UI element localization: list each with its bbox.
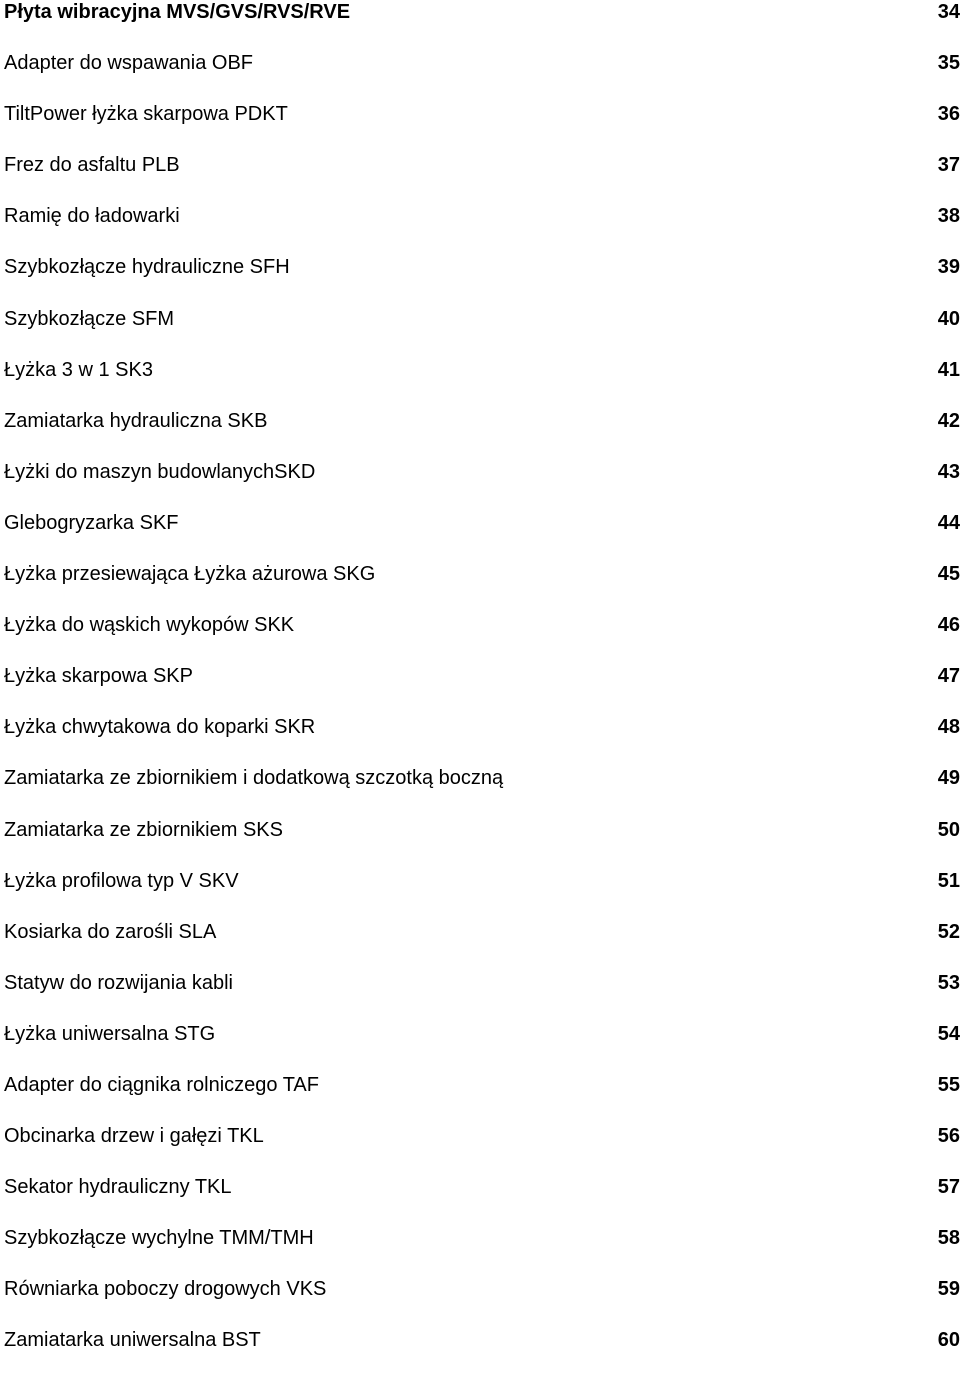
- toc-entry[interactable]: [0, 920, 960, 971]
- toc-entry-page-number: 47: [937, 665, 960, 688]
- toc-entry-page-number: 56: [937, 1125, 960, 1148]
- toc-entry-title: Zamiatarka ze zbiornikiem SKS: [4, 818, 283, 841]
- toc-entry-page-number: 59: [937, 1278, 960, 1301]
- toc-entry-title: Równiarka poboczy drogowych VKS: [4, 1278, 327, 1301]
- toc-entry-title: Adapter do ciągnika rolniczego TAF: [4, 1073, 319, 1096]
- toc-entry-page-number: 53: [937, 971, 960, 994]
- toc-entry-page-number: 48: [937, 716, 960, 739]
- toc-entry[interactable]: [0, 664, 960, 715]
- toc-entry-title: Łyżka skarpowa SKP: [4, 665, 193, 688]
- toc-entry-page-number: 57: [937, 1176, 960, 1199]
- toc-entry-title: Szybkozłącze wychylne TMM/TMH: [4, 1227, 314, 1250]
- toc-entry-page-number: 46: [937, 614, 960, 637]
- toc-entry[interactable]: [0, 51, 960, 102]
- toc-entry-title: Ramię do ładowarki: [4, 205, 180, 228]
- toc-entry-title: Adapter do wspawania OBF: [4, 52, 254, 75]
- toc-entry[interactable]: [0, 1226, 960, 1277]
- toc-entry[interactable]: [0, 255, 960, 306]
- toc-entry-page-number: 60: [937, 1329, 960, 1352]
- toc-entry-page-number: 44: [937, 511, 960, 534]
- toc-entry-title: Szybkozłącze hydrauliczne SFH: [4, 256, 290, 279]
- toc-entry-page-number: 45: [937, 563, 960, 586]
- toc-entry[interactable]: [0, 562, 960, 613]
- toc-entry-page-number: 43: [937, 460, 960, 483]
- toc-entry-title: Zamiatarka hydrauliczna SKB: [4, 409, 268, 432]
- toc-entry-page-number: 50: [937, 818, 960, 841]
- toc-entry[interactable]: [0, 1022, 960, 1073]
- toc-entry-title: Zamiatarka ze zbiornikiem i dodatkową szczotką boczną: [4, 767, 504, 790]
- toc-entry-title: Łyżka do wąskich wykopów SKK: [4, 614, 295, 637]
- toc-entry-title: Łyżka przesiewająca Łyżka ażurowa SKG: [4, 563, 376, 586]
- toc-entry-page-number: 55: [937, 1073, 960, 1096]
- toc-entry[interactable]: [0, 818, 960, 869]
- toc-entry-page-number: 52: [937, 920, 960, 943]
- toc-entry-title: Łyżka uniwersalna STG: [4, 1022, 216, 1045]
- toc-entry[interactable]: [0, 409, 960, 460]
- toc-entry[interactable]: [0, 102, 960, 153]
- toc-entry-title: Obcinarka drzew i gałęzi TKL: [4, 1125, 264, 1148]
- toc-entry-title: Sekator hydrauliczny TKL: [4, 1176, 232, 1199]
- toc-entry[interactable]: [0, 1328, 960, 1379]
- toc-entry[interactable]: [0, 1124, 960, 1175]
- toc-entry-page-number: 37: [937, 154, 960, 177]
- toc-entry[interactable]: [0, 153, 960, 204]
- toc-entry[interactable]: [0, 869, 960, 920]
- toc-entry[interactable]: [0, 358, 960, 409]
- toc-entry-page-number: 49: [937, 767, 960, 790]
- toc-entry[interactable]: [0, 971, 960, 1022]
- toc-entry-page-number: 35: [937, 52, 960, 75]
- toc-entry-title: Glebogryzarka SKF: [4, 511, 179, 534]
- toc-entry-page-number: 34: [937, 1, 960, 23]
- toc-entry-title: Łyżki do maszyn budowlanychSKD: [4, 460, 316, 483]
- toc-entry[interactable]: [0, 204, 960, 255]
- toc-entry-page-number: 54: [937, 1022, 960, 1045]
- toc-entry-title: Łyżka chwytakowa do koparki SKR: [4, 716, 316, 739]
- toc-entry-title: Kosiarka do zarośli SLA: [4, 920, 217, 943]
- toc-entry[interactable]: [0, 511, 960, 562]
- toc-entry-title: Statyw do rozwijania kabli: [4, 971, 233, 994]
- toc-entry[interactable]: [0, 1073, 960, 1124]
- toc-entry-page-number: 58: [937, 1227, 960, 1250]
- toc-entry[interactable]: [0, 307, 960, 358]
- toc-entry[interactable]: [0, 0, 960, 51]
- toc-entry-page-number: 41: [937, 358, 960, 381]
- toc-entry-page-number: 42: [937, 409, 960, 432]
- toc-entry[interactable]: [0, 1175, 960, 1226]
- toc-entry-title: Łyżka profilowa typ V SKV: [4, 869, 239, 892]
- toc-entry-page-number: 39: [937, 256, 960, 279]
- toc-entry[interactable]: [0, 715, 960, 766]
- toc-entry-title: Łyżka 3 w 1 SK3: [4, 358, 153, 381]
- toc-entry[interactable]: [0, 766, 960, 817]
- toc-entry-title: Frez do asfaltu PLB: [4, 154, 180, 177]
- toc-entry-title: TiltPower łyżka skarpowa PDKT: [4, 103, 288, 126]
- toc-entry[interactable]: [0, 460, 960, 511]
- toc-entry-title: Zamiatarka uniwersalna BST: [4, 1329, 261, 1352]
- toc-entry-title: Płyta wibracyjna MVS/GVS/RVS/RVE: [4, 1, 351, 23]
- toc-entry-page-number: 38: [937, 205, 960, 228]
- toc-entry-page-number: 51: [937, 869, 960, 892]
- toc-entry-page-number: 40: [937, 307, 960, 330]
- toc-entry[interactable]: [0, 613, 960, 664]
- toc-entry-page-number: 36: [937, 103, 960, 126]
- toc-entry[interactable]: [0, 1277, 960, 1328]
- toc-entry-title: Szybkozłącze SFM: [4, 307, 175, 330]
